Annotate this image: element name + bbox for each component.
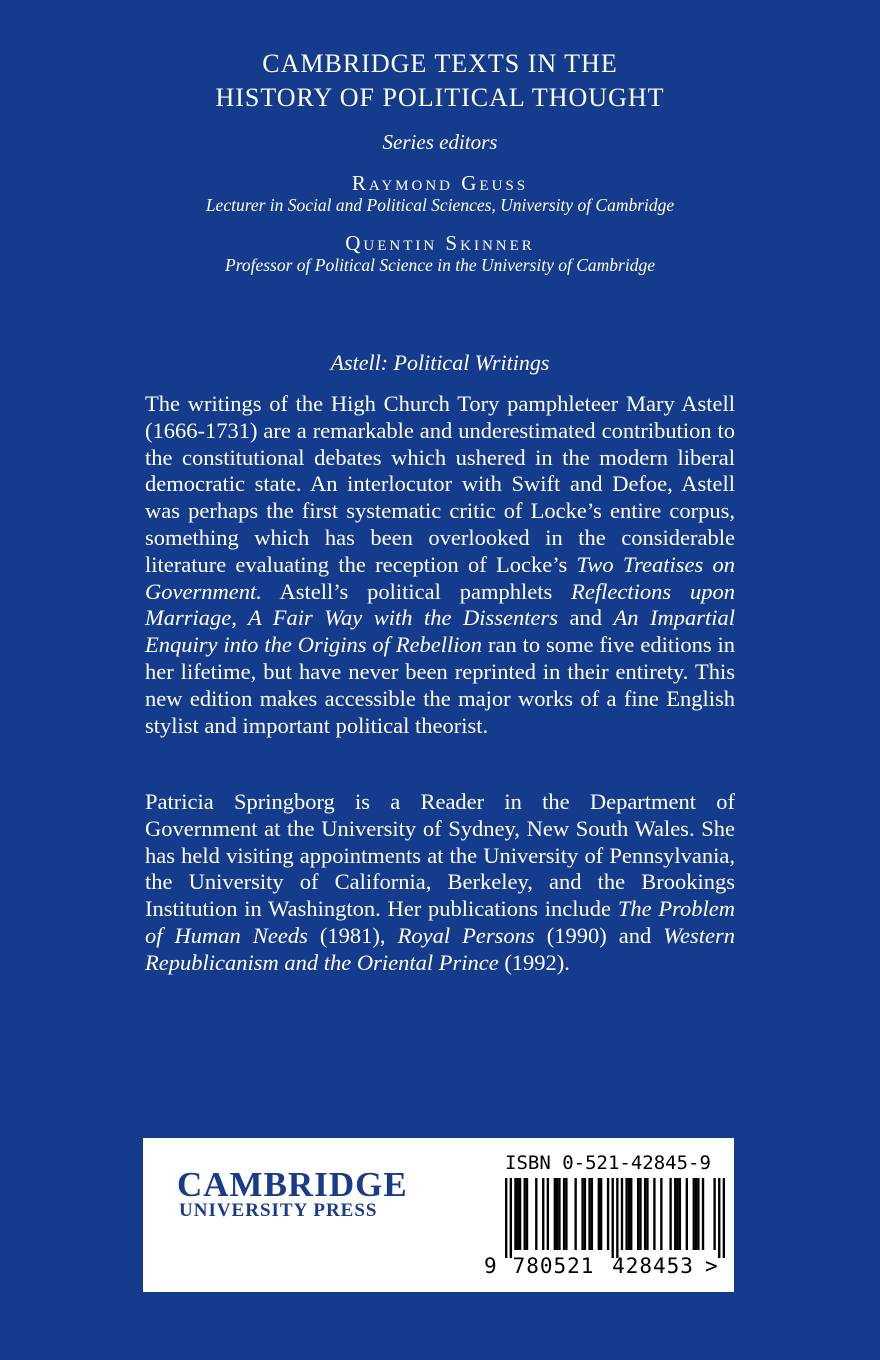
barcode-bar: [524, 1178, 526, 1250]
bio-italic: Royal Persons: [397, 922, 535, 948]
bio-text: (1981),: [307, 922, 398, 948]
barcode-bar: [556, 1178, 558, 1250]
barcode-bar: [535, 1178, 537, 1250]
isbn-label: ISBN 0-521-42845-9: [505, 1152, 711, 1174]
publisher-logo-subtitle: UNIVERSITY PRESS: [179, 1200, 378, 1221]
barcode-digits: [484, 1254, 730, 1278]
barcode-bar: [517, 1178, 519, 1250]
description-italic: Two Treatises on Government.: [145, 551, 735, 604]
editor-role: Lecturer in Social and Political Sciences, University of Cambridge: [205, 195, 675, 215]
barcode-bar: [693, 1178, 695, 1250]
author-bio: [145, 789, 735, 977]
editor-name: Raymond Geuss: [351, 171, 529, 195]
description-text: and: [557, 605, 614, 631]
barcode-bar: [514, 1178, 516, 1250]
barcode-bar: [558, 1178, 560, 1250]
barcode-bar: [718, 1178, 720, 1258]
barcode-bar: [542, 1178, 544, 1250]
editor-role: Professor of Political Science in the University of Cambridge: [225, 255, 655, 275]
bio-text: (1992).: [498, 949, 570, 975]
barcode-bar: [646, 1178, 648, 1250]
barcode-bar: [565, 1178, 567, 1250]
barcode-bar: [581, 1178, 583, 1250]
barcode-bar: [628, 1178, 630, 1250]
barcode-bar: [584, 1178, 586, 1250]
book-description: [145, 391, 735, 739]
barcode-bar: [674, 1178, 676, 1250]
barcode-bar: [616, 1178, 618, 1258]
barcode: [505, 1178, 725, 1258]
description-italic: Reflections upon Marriage, A Fair Way with the Dissenters: [145, 578, 735, 631]
barcode-bar: [686, 1178, 688, 1250]
barcode-bar: [653, 1178, 655, 1250]
barcode-bar: [607, 1178, 609, 1250]
bio-text: (1990) and: [534, 922, 664, 948]
barcode-bar: [505, 1178, 507, 1258]
barcode-bar: [621, 1178, 623, 1250]
barcode-bar: [679, 1178, 681, 1250]
barcode-bar: [723, 1178, 725, 1258]
barcode-bar: [600, 1178, 602, 1250]
barcode-bar: [637, 1178, 639, 1250]
publisher-barcode-panel: [143, 1138, 734, 1292]
barcode-bar: [702, 1178, 704, 1250]
barcode-bar: [510, 1178, 512, 1258]
barcode-digit-group-left: 780521: [512, 1254, 595, 1278]
bio-text: Patricia Springborg is a Reader in the Department of Government at the University of Sydney, New South Wales. She has held visiting appointments at the University of Pennsylvania, the University of California, Berkeley, and the Brookings Institution in Washington. Her publications include: [145, 789, 735, 922]
barcode-bar: [526, 1178, 528, 1250]
series-title-line-2: HISTORY OF POLITICAL THOUGHT: [215, 83, 665, 112]
barcode-bar: [625, 1178, 627, 1250]
barcode-bar: [669, 1178, 671, 1250]
barcode-bar: [695, 1178, 697, 1250]
publisher-logo-name: CAMBRIDGE: [177, 1165, 408, 1204]
description-text: The writings of the High Church Tory pamphleteer Mary Astell (1666-1731) are a remarkable and underestimated contribution to the constitutional debates which ushered in the modern liberal democratic state. An interlocutor with Swift and Defoe, Astell was perhaps the first systematic critic of Locke’s entire corpus, something which has been overlooked in the considerable literature evaluating the reception of Locke’s: [145, 391, 735, 577]
barcode-digit-group-right: 428453: [612, 1254, 694, 1278]
barcode-bar: [563, 1178, 565, 1250]
barcode-bar: [574, 1178, 576, 1250]
barcode-bar: [547, 1178, 549, 1250]
barcode-bar: [591, 1178, 593, 1250]
barcode-bar: [612, 1178, 614, 1258]
barcode-bar: [588, 1178, 590, 1250]
barcode-bar: [644, 1178, 646, 1250]
series-title-line-1: CAMBRIDGE TEXTS IN THE: [262, 49, 618, 78]
barcode-bar: [554, 1178, 556, 1250]
barcode-bar: [630, 1178, 632, 1250]
description-text: ran to some five editions in her lifetime, but have never been reprinted in their entirety. This new edition makes accessible the major works of a fine English stylist and important political theorist.: [145, 632, 735, 738]
barcode-bar: [697, 1178, 699, 1250]
barcode-bar: [676, 1178, 678, 1250]
barcode-digit-prefix: 9: [484, 1254, 497, 1278]
editor-name: Quentin Skinner: [345, 231, 535, 255]
barcode-bar: [598, 1178, 600, 1250]
barcode-bar: [660, 1178, 662, 1250]
series-editors-heading: Series editors: [382, 130, 498, 154]
description-text: Astell’s political pamphlets: [261, 578, 572, 604]
bio-italic: Western Republicanism and the Oriental Prince: [145, 922, 735, 975]
barcode-quiet-zone-marker: >: [705, 1254, 718, 1278]
barcode-bar: [519, 1178, 521, 1250]
barcode-bar: [713, 1178, 715, 1250]
barcode-bar: [639, 1178, 641, 1250]
bio-italic: The Problem of Human Needs: [145, 896, 735, 948]
description-italic: An Impartial Enquiry into the Origins of Rebellion: [145, 605, 735, 658]
book-title: Astell: Political Writings: [330, 350, 550, 375]
